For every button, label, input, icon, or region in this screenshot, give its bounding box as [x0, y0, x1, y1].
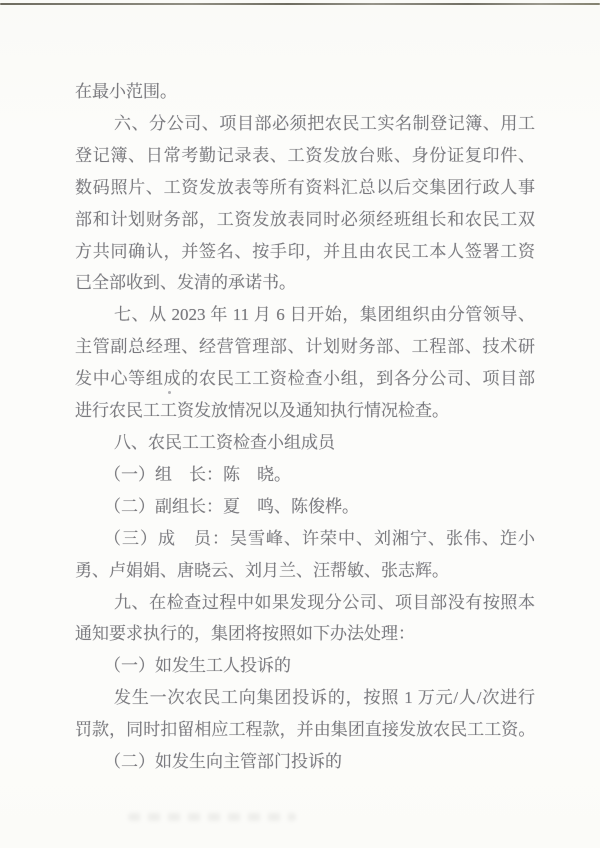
text-line: 罚款，同时扣留相应工程款，并由集团直接发放农民工工资。 [75, 720, 535, 740]
text-line: （三）成 员：吴雪峰、许荣中、刘湘宁、张伟、迮小 [104, 528, 535, 548]
text-line: 七、从 2023 年 11 月 6 日开始，集团组织由分管领导、 [114, 305, 535, 325]
text-line: 通知要求执行的，集团将按照如下办法处理： [75, 624, 415, 644]
text-line: 已全部收到、发清的承诺书。 [75, 273, 296, 293]
text-line: 数码照片、工资发放表等所有资料汇总以后交集团行政人事 [75, 177, 535, 197]
ink-speck [168, 391, 171, 394]
watermark-smudge [128, 813, 296, 821]
text-line: （一）如发生工人投诉的 [104, 656, 291, 676]
text-line: （二）如发生向主管部门投诉的 [104, 752, 342, 772]
scanner-edge-line [0, 3, 600, 5]
text-line: 发生一次农民工向集团投诉的，按照 1 万元/人/次进行 [114, 688, 535, 708]
text-line: （二）副组长：夏 鸣、陈俊桦。 [104, 496, 359, 516]
text-line: 登记簿、日常考勤记录表、工资发放台账、身份证复印件、 [75, 145, 535, 165]
text-line: 在最小范围。 [75, 82, 177, 101]
text-line: （一）组 长：陈 晓。 [104, 464, 291, 484]
text-line: 八、农民工工资检查小组成员 [114, 432, 335, 452]
text-line: 主管副总经理、经营管理部、计划财务部、工程部、技术研 [75, 337, 535, 357]
text-block [75, 76, 535, 778]
text-line: 方共同确认，并签名、按手印，并且由农民工本人签署工资 [75, 241, 535, 261]
text-line: 进行农民工工资发放情况以及通知执行情况检查。 [75, 401, 449, 421]
text-line: 九、在检查过程中如果发现分公司、项目部没有按照本 [114, 592, 535, 612]
text-line: 部和计划财务部，工资发放表同时必须经班组长和农民工双 [75, 209, 535, 229]
text-line: 发中心等组成的农民工工资检查小组，到各分公司、项目部 [75, 369, 535, 389]
text-line: 六、分公司、项目部必须把农民工实名制登记簿、用工 [114, 113, 535, 133]
text-line: 勇、卢娟娟、唐晓云、刘月兰、汪帮敏、张志辉。 [75, 560, 449, 580]
